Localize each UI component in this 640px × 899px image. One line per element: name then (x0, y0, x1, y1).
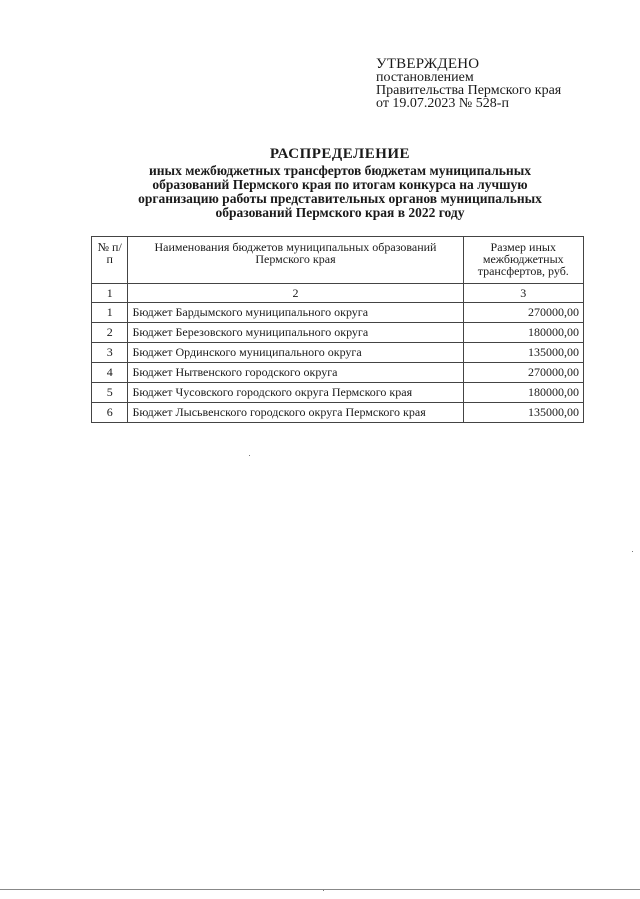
row-number: 3 (92, 343, 128, 363)
row-amount: 135000,00 (463, 403, 583, 423)
row-budget-name: Бюджет Ординского муниципального округа (128, 343, 463, 363)
table-row (92, 323, 584, 343)
row-number: 5 (92, 383, 128, 403)
row-number: 6 (92, 403, 128, 423)
row-budget-name: Бюджет Чусовского городского округа Пермского края (128, 383, 463, 403)
table-row (92, 383, 584, 403)
approval-line-3: от 19.07.2023 № 528-п (376, 96, 509, 111)
table-row (92, 363, 584, 383)
table-row (92, 403, 584, 423)
row-amount: 270000,00 (463, 303, 583, 323)
approval-line-1: постановлением (376, 70, 474, 85)
row-amount: 270000,00 (463, 363, 583, 383)
subtitle-line-4: образований Пермского края в 2022 году (215, 205, 465, 220)
subtitle-line-2: образований Пермского края по итогам конкурса на лучшую (152, 177, 528, 192)
row-amount: 180000,00 (463, 323, 583, 343)
table-row (92, 303, 584, 323)
approval-heading: УТВЕРЖДЕНО (376, 56, 480, 72)
row-amount: 135000,00 (463, 343, 583, 363)
row-budget-name: Бюджет Лысьвенского городского округа Пермского края (128, 403, 463, 423)
approval-block (376, 58, 626, 110)
column-number-2: 2 (128, 284, 463, 303)
column-number-row (92, 284, 584, 303)
scan-speck (249, 455, 250, 456)
subtitle-line-1: иных межбюджетных трансфертов бюджетам муниципальных (149, 163, 531, 178)
subtitle-line-3: организацию работы представительных органов муниципальных (138, 191, 542, 206)
table-row (92, 343, 584, 363)
row-budget-name: Бюджет Бардымского муниципального округа (128, 303, 463, 323)
scan-speck (632, 551, 633, 552)
column-number-1: 1 (92, 284, 128, 303)
row-budget-name: Бюджет Березовского муниципального округа (128, 323, 463, 343)
distribution-table (91, 236, 584, 423)
row-amount: 180000,00 (463, 383, 583, 403)
row-number: 4 (92, 363, 128, 383)
header-budget-name: Наименования бюджетов муниципальных образований Пермского края (128, 237, 463, 284)
document-title: РАСПРЕДЕЛЕНИЕ (269, 146, 411, 162)
header-number: № п/п (92, 237, 128, 284)
column-number-3: 3 (463, 284, 583, 303)
header-amount: Размер иных межбюджетных трансфертов, руб. (463, 237, 583, 284)
row-number: 2 (92, 323, 128, 343)
page-bottom-edge (0, 889, 640, 890)
row-number: 1 (92, 303, 128, 323)
document-subtitle (100, 164, 580, 220)
approval-line-2: Правительства Пермского края (376, 83, 562, 98)
scan-speck (323, 890, 324, 891)
row-budget-name: Бюджет Нытвенского городского округа (128, 363, 463, 383)
table-header-row (92, 237, 584, 284)
